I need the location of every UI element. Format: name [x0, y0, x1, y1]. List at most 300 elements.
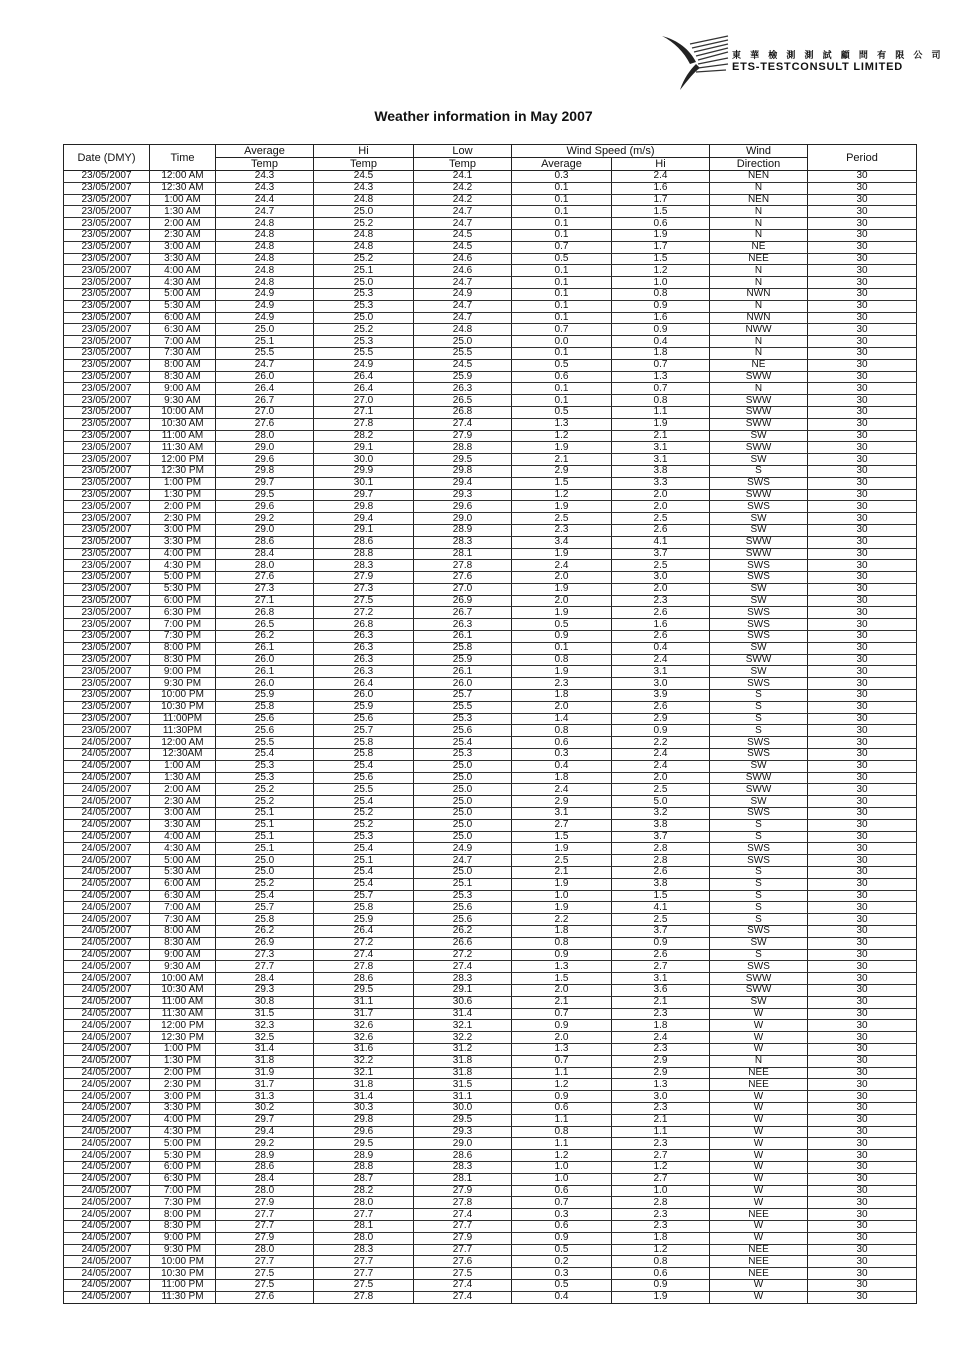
- wind-hi-cell: 3.7: [612, 548, 710, 560]
- table-row: [64, 595, 917, 607]
- period-cell: 30: [808, 831, 917, 843]
- time-cell: 3:30 AM: [150, 819, 216, 831]
- date-cell: 24/05/2007: [64, 902, 150, 914]
- low-temp-cell: 25.1: [414, 878, 512, 890]
- low-temp-cell: 27.8: [414, 560, 512, 572]
- table-row: [64, 371, 917, 383]
- wind-hi-cell: 0.7: [612, 359, 710, 371]
- time-cell: 8:00 PM: [150, 1209, 216, 1221]
- period-cell: 30: [808, 418, 917, 430]
- period-cell: 30: [808, 1150, 917, 1162]
- wind-average-cell: 1.3: [512, 1043, 612, 1055]
- wind-hi-cell: 2.6: [612, 867, 710, 879]
- wind-direction-cell: NE: [710, 241, 808, 253]
- low-temp-cell: 31.4: [414, 1008, 512, 1020]
- wind-average-cell: 0.6: [512, 737, 612, 749]
- period-cell: 30: [808, 395, 917, 407]
- wind-average-cell: 1.0: [512, 1173, 612, 1185]
- header-period: Period: [808, 145, 917, 171]
- wind-direction-cell: SWS: [710, 843, 808, 855]
- period-cell: 30: [808, 229, 917, 241]
- low-temp-cell: 28.3: [414, 1161, 512, 1173]
- wind-direction-cell: N: [710, 277, 808, 289]
- period-cell: 30: [808, 1102, 917, 1114]
- wind-direction-cell: SWW: [710, 371, 808, 383]
- wind-direction-cell: NEN: [710, 194, 808, 206]
- wind-hi-cell: 1.0: [612, 277, 710, 289]
- wind-direction-cell: W: [710, 1197, 808, 1209]
- period-cell: 30: [808, 878, 917, 890]
- period-cell: 30: [808, 1114, 917, 1126]
- time-cell: 9:00 AM: [150, 949, 216, 961]
- date-cell: 23/05/2007: [64, 513, 150, 525]
- wind-hi-cell: 0.9: [612, 324, 710, 336]
- wind-direction-cell: W: [710, 1102, 808, 1114]
- average-temp-cell: 27.1: [216, 595, 314, 607]
- average-temp-cell: 31.7: [216, 1079, 314, 1091]
- low-temp-cell: 26.0: [414, 678, 512, 690]
- wind-hi-cell: 3.7: [612, 926, 710, 938]
- hi-temp-cell: 25.2: [314, 253, 414, 265]
- wind-hi-cell: 1.2: [612, 265, 710, 277]
- average-temp-cell: 31.4: [216, 1043, 314, 1055]
- period-cell: 30: [808, 1268, 917, 1280]
- date-cell: 23/05/2007: [64, 442, 150, 454]
- period-cell: 30: [808, 1079, 917, 1091]
- table-row: [64, 749, 917, 761]
- header-date: Date (DMY): [64, 145, 150, 171]
- low-temp-cell: 24.9: [414, 288, 512, 300]
- wind-hi-cell: 2.5: [612, 560, 710, 572]
- date-cell: 24/05/2007: [64, 878, 150, 890]
- low-temp-cell: 25.4: [414, 737, 512, 749]
- time-cell: 7:30 PM: [150, 631, 216, 643]
- period-cell: 30: [808, 1055, 917, 1067]
- average-temp-cell: 31.5: [216, 1008, 314, 1020]
- average-temp-cell: 28.4: [216, 548, 314, 560]
- wind-hi-cell: 2.3: [612, 1138, 710, 1150]
- period-cell: 30: [808, 277, 917, 289]
- table-row: [64, 1220, 917, 1232]
- hi-temp-cell: 25.2: [314, 819, 414, 831]
- date-cell: 23/05/2007: [64, 619, 150, 631]
- low-temp-cell: 27.9: [414, 1185, 512, 1197]
- average-temp-cell: 27.6: [216, 572, 314, 584]
- time-cell: 9:30 PM: [150, 1244, 216, 1256]
- average-temp-cell: 24.3: [216, 182, 314, 194]
- wind-hi-cell: 1.1: [612, 1126, 710, 1138]
- date-cell: 23/05/2007: [64, 406, 150, 418]
- wind-direction-cell: SWW: [710, 772, 808, 784]
- low-temp-cell: 24.8: [414, 324, 512, 336]
- wind-hi-cell: 1.6: [612, 182, 710, 194]
- wind-average-cell: 1.3: [512, 961, 612, 973]
- hi-temp-cell: 30.3: [314, 1102, 414, 1114]
- wind-average-cell: 1.2: [512, 489, 612, 501]
- low-temp-cell: 28.3: [414, 536, 512, 548]
- wind-hi-cell: 3.1: [612, 973, 710, 985]
- wind-direction-cell: SWW: [710, 973, 808, 985]
- date-cell: 24/05/2007: [64, 1043, 150, 1055]
- table-row: [64, 395, 917, 407]
- average-temp-cell: 25.1: [216, 831, 314, 843]
- wind-average-cell: 0.6: [512, 1220, 612, 1232]
- average-temp-cell: 27.0: [216, 406, 314, 418]
- period-cell: 30: [808, 182, 917, 194]
- average-temp-cell: 25.0: [216, 867, 314, 879]
- time-cell: 7:30 PM: [150, 1197, 216, 1209]
- low-temp-cell: 25.3: [414, 749, 512, 761]
- average-temp-cell: 28.6: [216, 536, 314, 548]
- table-row: [64, 336, 917, 348]
- wind-direction-cell: SWS: [710, 961, 808, 973]
- table-row: [64, 454, 917, 466]
- table-row: [64, 1055, 917, 1067]
- wind-average-cell: 1.9: [512, 442, 612, 454]
- time-cell: 5:30 AM: [150, 867, 216, 879]
- low-temp-cell: 28.9: [414, 524, 512, 536]
- average-temp-cell: 24.8: [216, 277, 314, 289]
- average-temp-cell: 24.9: [216, 288, 314, 300]
- wind-average-cell: 3.4: [512, 536, 612, 548]
- average-temp-cell: 25.6: [216, 713, 314, 725]
- date-cell: 23/05/2007: [64, 654, 150, 666]
- average-temp-cell: 26.2: [216, 631, 314, 643]
- header-wind-hi: Hi: [612, 158, 710, 171]
- wind-hi-cell: 3.0: [612, 1091, 710, 1103]
- date-cell: 24/05/2007: [64, 1268, 150, 1280]
- period-cell: 30: [808, 383, 917, 395]
- header-hi-temp: Temp: [314, 158, 414, 171]
- wind-hi-cell: 3.0: [612, 678, 710, 690]
- average-temp-cell: 25.4: [216, 890, 314, 902]
- header-wind-average: Average: [512, 158, 612, 171]
- table-row: [64, 737, 917, 749]
- wind-average-cell: 0.8: [512, 937, 612, 949]
- table-row: [64, 1279, 917, 1291]
- period-cell: 30: [808, 749, 917, 761]
- low-temp-cell: 24.7: [414, 312, 512, 324]
- average-temp-cell: 28.6: [216, 1161, 314, 1173]
- time-cell: 4:30 AM: [150, 843, 216, 855]
- low-temp-cell: 25.7: [414, 690, 512, 702]
- wind-hi-cell: 1.3: [612, 1079, 710, 1091]
- table-row: [64, 1161, 917, 1173]
- date-cell: 24/05/2007: [64, 1244, 150, 1256]
- hi-temp-cell: 25.0: [314, 206, 414, 218]
- hi-temp-cell: 25.7: [314, 890, 414, 902]
- wind-hi-cell: 2.4: [612, 749, 710, 761]
- period-cell: 30: [808, 713, 917, 725]
- wind-hi-cell: 1.9: [612, 229, 710, 241]
- average-temp-cell: 25.8: [216, 914, 314, 926]
- wind-hi-cell: 2.9: [612, 1067, 710, 1079]
- table-row: [64, 996, 917, 1008]
- average-temp-cell: 29.4: [216, 1126, 314, 1138]
- low-temp-cell: 24.1: [414, 171, 512, 183]
- hi-temp-cell: 31.7: [314, 1008, 414, 1020]
- wind-direction-cell: S: [710, 465, 808, 477]
- wind-average-cell: 0.9: [512, 1020, 612, 1032]
- wind-direction-cell: W: [710, 1008, 808, 1020]
- hi-temp-cell: 28.6: [314, 973, 414, 985]
- hi-temp-cell: 25.4: [314, 867, 414, 879]
- time-cell: 10:00 AM: [150, 973, 216, 985]
- wind-average-cell: 1.9: [512, 666, 612, 678]
- table-row: [64, 1079, 917, 1091]
- period-cell: 30: [808, 678, 917, 690]
- hi-temp-cell: 25.8: [314, 749, 414, 761]
- table-row: [64, 1232, 917, 1244]
- hi-temp-cell: 26.4: [314, 383, 414, 395]
- average-temp-cell: 27.6: [216, 1291, 314, 1303]
- period-cell: 30: [808, 194, 917, 206]
- low-temp-cell: 25.9: [414, 371, 512, 383]
- wind-direction-cell: SWS: [710, 477, 808, 489]
- average-temp-cell: 26.9: [216, 937, 314, 949]
- low-temp-cell: 30.6: [414, 996, 512, 1008]
- table-row: [64, 418, 917, 430]
- wind-direction-cell: NWW: [710, 324, 808, 336]
- wind-hi-cell: 1.0: [612, 1185, 710, 1197]
- wind-direction-cell: SWW: [710, 395, 808, 407]
- period-cell: 30: [808, 1291, 917, 1303]
- average-temp-cell: 24.9: [216, 312, 314, 324]
- wind-hi-cell: 2.0: [612, 772, 710, 784]
- wind-average-cell: 1.1: [512, 1114, 612, 1126]
- time-cell: 1:00 AM: [150, 194, 216, 206]
- date-cell: 23/05/2007: [64, 595, 150, 607]
- average-temp-cell: 32.5: [216, 1032, 314, 1044]
- low-temp-cell: 25.3: [414, 713, 512, 725]
- wind-direction-cell: SWS: [710, 737, 808, 749]
- date-cell: 24/05/2007: [64, 737, 150, 749]
- hi-temp-cell: 29.8: [314, 1114, 414, 1126]
- average-temp-cell: 25.9: [216, 690, 314, 702]
- hi-temp-cell: 26.8: [314, 619, 414, 631]
- low-temp-cell: 27.4: [414, 1209, 512, 1221]
- wind-direction-cell: N: [710, 1055, 808, 1067]
- low-temp-cell: 25.0: [414, 796, 512, 808]
- time-cell: 1:00 PM: [150, 1043, 216, 1055]
- period-cell: 30: [808, 902, 917, 914]
- table-row: [64, 914, 917, 926]
- time-cell: 10:30 AM: [150, 418, 216, 430]
- date-cell: 23/05/2007: [64, 690, 150, 702]
- wind-average-cell: 1.9: [512, 583, 612, 595]
- date-cell: 24/05/2007: [64, 996, 150, 1008]
- date-cell: 24/05/2007: [64, 1161, 150, 1173]
- hi-temp-cell: 25.9: [314, 914, 414, 926]
- wind-direction-cell: W: [710, 1291, 808, 1303]
- time-cell: 6:00 AM: [150, 878, 216, 890]
- wind-direction-cell: SWS: [710, 572, 808, 584]
- time-cell: 12:00 AM: [150, 737, 216, 749]
- hi-temp-cell: 27.8: [314, 961, 414, 973]
- date-cell: 23/05/2007: [64, 229, 150, 241]
- wind-direction-cell: W: [710, 1161, 808, 1173]
- time-cell: 8:30 PM: [150, 654, 216, 666]
- period-cell: 30: [808, 524, 917, 536]
- date-cell: 24/05/2007: [64, 796, 150, 808]
- table-row: [64, 347, 917, 359]
- table-row: [64, 465, 917, 477]
- average-temp-cell: 31.9: [216, 1067, 314, 1079]
- wind-hi-cell: 1.8: [612, 1020, 710, 1032]
- wind-hi-cell: 2.5: [612, 784, 710, 796]
- wind-hi-cell: 2.3: [612, 1043, 710, 1055]
- wind-hi-cell: 3.1: [612, 442, 710, 454]
- average-temp-cell: 29.7: [216, 1114, 314, 1126]
- wind-average-cell: 0.1: [512, 642, 612, 654]
- period-cell: 30: [808, 937, 917, 949]
- low-temp-cell: 27.8: [414, 1197, 512, 1209]
- average-temp-cell: 24.8: [216, 218, 314, 230]
- hi-temp-cell: 25.3: [314, 288, 414, 300]
- period-cell: 30: [808, 477, 917, 489]
- hi-temp-cell: 27.2: [314, 937, 414, 949]
- time-cell: 3:00 AM: [150, 241, 216, 253]
- hi-temp-cell: 27.0: [314, 395, 414, 407]
- average-temp-cell: 27.9: [216, 1232, 314, 1244]
- wind-average-cell: 0.7: [512, 324, 612, 336]
- time-cell: 11:00 AM: [150, 996, 216, 1008]
- table-row: [64, 1138, 917, 1150]
- period-cell: 30: [808, 218, 917, 230]
- table-row: [64, 808, 917, 820]
- period-cell: 30: [808, 760, 917, 772]
- time-cell: 7:00 PM: [150, 1185, 216, 1197]
- header-average-temp: Temp: [216, 158, 314, 171]
- date-cell: 23/05/2007: [64, 631, 150, 643]
- wind-hi-cell: 1.8: [612, 347, 710, 359]
- period-cell: 30: [808, 560, 917, 572]
- time-cell: 10:30 PM: [150, 701, 216, 713]
- low-temp-cell: 24.5: [414, 359, 512, 371]
- date-cell: 23/05/2007: [64, 336, 150, 348]
- table-row: [64, 1197, 917, 1209]
- wind-direction-cell: SWS: [710, 926, 808, 938]
- time-cell: 9:00 PM: [150, 666, 216, 678]
- low-temp-cell: 29.6: [414, 501, 512, 513]
- low-temp-cell: 24.6: [414, 253, 512, 265]
- period-cell: 30: [808, 324, 917, 336]
- wind-direction-cell: SW: [710, 760, 808, 772]
- wind-direction-cell: SWW: [710, 442, 808, 454]
- table-row: [64, 984, 917, 996]
- table-row: [64, 949, 917, 961]
- table-row: [64, 194, 917, 206]
- wind-direction-cell: S: [710, 690, 808, 702]
- date-cell: 24/05/2007: [64, 808, 150, 820]
- table-row: [64, 831, 917, 843]
- period-cell: 30: [808, 808, 917, 820]
- wind-average-cell: 0.3: [512, 1209, 612, 1221]
- table-row: [64, 477, 917, 489]
- time-cell: 5:00 AM: [150, 855, 216, 867]
- wind-average-cell: 0.7: [512, 241, 612, 253]
- table-row: [64, 784, 917, 796]
- date-cell: 24/05/2007: [64, 1209, 150, 1221]
- wind-direction-cell: SWW: [710, 548, 808, 560]
- wind-average-cell: 1.9: [512, 843, 612, 855]
- date-cell: 23/05/2007: [64, 383, 150, 395]
- period-cell: 30: [808, 1232, 917, 1244]
- table-row: [64, 218, 917, 230]
- date-cell: 24/05/2007: [64, 1126, 150, 1138]
- period-cell: 30: [808, 1138, 917, 1150]
- low-temp-cell: 27.7: [414, 1244, 512, 1256]
- wind-hi-cell: 2.0: [612, 489, 710, 501]
- time-cell: 5:00 AM: [150, 288, 216, 300]
- table-row: [64, 1032, 917, 1044]
- wind-average-cell: 2.0: [512, 572, 612, 584]
- time-cell: 1:00 AM: [150, 760, 216, 772]
- hi-temp-cell: 25.4: [314, 796, 414, 808]
- weather-table: [63, 144, 917, 1304]
- date-cell: 23/05/2007: [64, 395, 150, 407]
- period-cell: 30: [808, 772, 917, 784]
- wind-average-cell: 2.9: [512, 796, 612, 808]
- period-cell: 30: [808, 607, 917, 619]
- date-cell: 23/05/2007: [64, 430, 150, 442]
- table-row: [64, 607, 917, 619]
- wind-direction-cell: W: [710, 1126, 808, 1138]
- low-temp-cell: 24.5: [414, 229, 512, 241]
- table-row: [64, 406, 917, 418]
- table-row: [64, 430, 917, 442]
- average-temp-cell: 25.8: [216, 701, 314, 713]
- time-cell: 12:30 PM: [150, 465, 216, 477]
- low-temp-cell: 27.6: [414, 572, 512, 584]
- hi-temp-cell: 25.4: [314, 843, 414, 855]
- date-cell: 23/05/2007: [64, 171, 150, 183]
- low-temp-cell: 25.9: [414, 654, 512, 666]
- table-row: [64, 182, 917, 194]
- period-cell: 30: [808, 454, 917, 466]
- low-temp-cell: 24.7: [414, 300, 512, 312]
- time-cell: 6:30 PM: [150, 1173, 216, 1185]
- wind-hi-cell: 0.6: [612, 1268, 710, 1280]
- wind-average-cell: 2.1: [512, 867, 612, 879]
- time-cell: 1:30 AM: [150, 206, 216, 218]
- average-temp-cell: 28.4: [216, 973, 314, 985]
- period-cell: 30: [808, 1008, 917, 1020]
- average-temp-cell: 31.3: [216, 1091, 314, 1103]
- date-cell: 24/05/2007: [64, 1008, 150, 1020]
- average-temp-cell: 27.7: [216, 961, 314, 973]
- average-temp-cell: 24.7: [216, 206, 314, 218]
- wind-average-cell: 0.1: [512, 395, 612, 407]
- average-temp-cell: 29.8: [216, 465, 314, 477]
- time-cell: 11:00 PM: [150, 1279, 216, 1291]
- wind-direction-cell: W: [710, 1173, 808, 1185]
- wind-hi-cell: 0.9: [612, 300, 710, 312]
- wind-average-cell: 0.3: [512, 1268, 612, 1280]
- hi-temp-cell: 28.2: [314, 1185, 414, 1197]
- wind-direction-cell: N: [710, 206, 808, 218]
- wind-average-cell: 0.5: [512, 253, 612, 265]
- low-temp-cell: 30.0: [414, 1102, 512, 1114]
- wind-direction-cell: N: [710, 300, 808, 312]
- average-temp-cell: 24.7: [216, 359, 314, 371]
- hi-temp-cell: 29.4: [314, 513, 414, 525]
- wind-direction-cell: NEE: [710, 1244, 808, 1256]
- wind-hi-cell: 2.8: [612, 855, 710, 867]
- wind-hi-cell: 0.4: [612, 336, 710, 348]
- wind-average-cell: 0.0: [512, 336, 612, 348]
- average-temp-cell: 29.3: [216, 984, 314, 996]
